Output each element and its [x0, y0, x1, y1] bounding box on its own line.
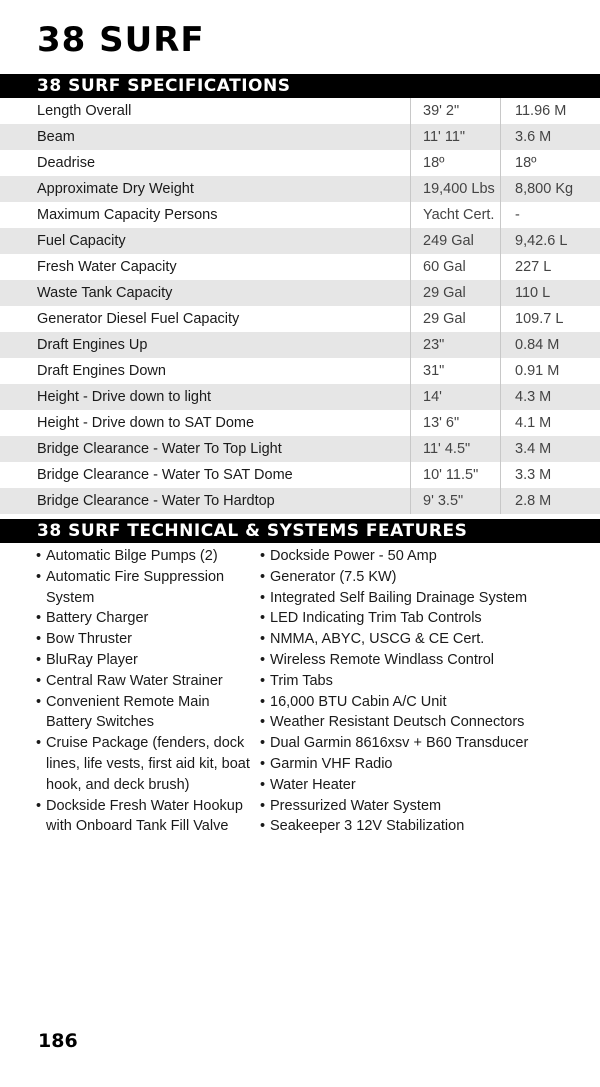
spec-row: [0, 176, 600, 202]
spec-name: Beam: [0, 124, 411, 150]
spec-imperial-value: 39' 2": [411, 98, 501, 124]
spec-imperial-value: 249 Gal: [411, 228, 501, 254]
spec-name: Draft Engines Down: [37, 363, 166, 379]
specifications-table-body: [0, 98, 600, 514]
spec-row: [0, 488, 600, 514]
bullet-icon: •: [260, 568, 266, 585]
features-list-left: [36, 546, 251, 837]
feature-item: [36, 692, 251, 734]
features-left-list: [36, 546, 251, 837]
spec-imperial-value: 18º: [411, 150, 501, 176]
spec-row: [0, 462, 600, 488]
spec-imperial-value: 29 Gal: [411, 306, 501, 332]
spec-metric-value: 3.3 M: [501, 462, 600, 488]
bullet-icon: •: [260, 672, 266, 689]
spec-row: [0, 202, 600, 228]
bullet-icon: •: [36, 735, 42, 752]
bullet-icon: •: [260, 548, 266, 564]
feature-item: [36, 796, 251, 838]
spec-imperial-value: 9' 3.5": [411, 488, 501, 514]
feature-item: [36, 608, 251, 629]
feature-item: [36, 629, 251, 650]
feature-item: [260, 816, 590, 837]
spec-metric-value: 0.84 M: [501, 332, 600, 358]
specifications-table: [0, 98, 600, 514]
feature-text: Pressurized Water System: [270, 797, 442, 814]
spec-name: Bridge Clearance - Water To SAT Dome: [37, 467, 293, 483]
spec-name: Bridge Clearance - Water To Top Light: [0, 436, 411, 462]
spec-metric-value: 0.91 M: [501, 358, 600, 384]
feature-text: NMMA, ABYC, USCG & CE Cert.: [270, 631, 485, 648]
feature-text: 16,000 BTU Cabin A/C Unit: [270, 693, 447, 710]
feature-item: [260, 733, 590, 754]
features-right-list: [260, 546, 590, 837]
bullet-icon: •: [260, 797, 266, 814]
feature-text: Water Heater: [270, 776, 356, 793]
feature-item: [260, 712, 590, 733]
spec-name: Draft Engines Up: [0, 332, 411, 358]
spec-metric-value: 18º: [501, 150, 600, 176]
bullet-icon: •: [260, 589, 266, 606]
spec-imperial-value: 13' 6": [411, 410, 501, 436]
bullet-icon: •: [36, 610, 42, 627]
spec-row: [0, 228, 600, 254]
spec-metric-value: 3.6 M: [501, 124, 600, 150]
bullet-icon: •: [260, 631, 266, 648]
bullet-icon: •: [260, 693, 266, 710]
feature-item: [260, 650, 590, 671]
spec-row: [0, 254, 600, 280]
bullet-icon: •: [36, 548, 42, 564]
spec-row: [0, 410, 600, 436]
spec-imperial-value: 23": [411, 332, 501, 358]
spec-name: Waste Tank Capacity: [0, 280, 411, 306]
spec-name: Fresh Water Capacity: [37, 259, 177, 275]
feature-item: [260, 671, 590, 692]
feature-text: Battery Charger: [46, 610, 149, 627]
feature-text: Wireless Remote Windlass Control: [270, 651, 495, 668]
feature-text: Convenient Remote Main Battery Switches: [46, 693, 210, 731]
spec-name: Approximate Dry Weight: [0, 176, 411, 202]
bullet-icon: •: [36, 797, 42, 814]
spec-imperial-value: 14': [411, 384, 501, 410]
feature-item: [260, 567, 590, 588]
feature-item: [260, 629, 590, 650]
spec-row: [0, 358, 600, 384]
spec-metric-value: 2.8 M: [501, 488, 600, 514]
feature-item: [36, 546, 251, 567]
feature-text: Dockside Power - 50 Amp: [270, 548, 437, 564]
feature-item: [36, 671, 251, 692]
spec-row: [0, 436, 600, 462]
spec-metric-value: 9,42.6 L: [501, 228, 600, 254]
spec-imperial-value: 19,400 Lbs: [411, 176, 501, 202]
spec-row: [0, 124, 600, 150]
spec-row: [0, 98, 600, 124]
spec-row: [0, 150, 600, 176]
spec-row: [0, 384, 600, 410]
spec-imperial-value: 10' 11.5": [411, 462, 501, 488]
feature-item: [36, 567, 251, 609]
feature-text: Weather Resistant Deutsch Connectors: [270, 714, 525, 731]
feature-item: [260, 588, 590, 609]
bullet-icon: •: [36, 651, 42, 668]
feature-item: [260, 692, 590, 713]
spec-name: Fuel Capacity: [0, 228, 411, 254]
bullet-icon: •: [260, 651, 266, 668]
feature-text: Bow Thruster: [46, 631, 132, 648]
spec-row: [0, 332, 600, 358]
bullet-icon: •: [260, 755, 266, 772]
spec-row: [0, 280, 600, 306]
spec-imperial-value: 31": [411, 358, 501, 384]
bullet-icon: •: [260, 714, 266, 731]
spec-name: Maximum Capacity Persons: [37, 207, 218, 223]
spec-imperial-value: 11' 11": [411, 124, 501, 150]
bullet-icon: •: [36, 568, 42, 585]
feature-item: [260, 608, 590, 629]
spec-name: Height - Drive down to light: [0, 384, 411, 410]
feature-text: Dockside Fresh Water Hookup with Onboard Tank Fill Valve: [46, 797, 243, 835]
spec-imperial-value: 60 Gal: [411, 254, 501, 280]
feature-text: Automatic Bilge Pumps (2): [46, 548, 218, 564]
spec-name: Height - Drive down to SAT Dome: [37, 415, 255, 431]
spec-name: Bridge Clearance - Water To Hardtop: [0, 488, 411, 514]
spec-metric-value: 3.4 M: [501, 436, 600, 462]
feature-item: [260, 546, 590, 567]
feature-text: LED Indicating Trim Tab Controls: [270, 610, 482, 627]
feature-item: [260, 754, 590, 775]
specifications-header: 38 SURF SPECIFICATIONS: [0, 74, 600, 98]
spec-metric-value: -: [501, 202, 600, 228]
features-list-right: [260, 546, 590, 837]
spec-metric-value: 110 L: [501, 280, 600, 306]
spec-name: Length Overall: [37, 103, 132, 119]
feature-text: Generator (7.5 KW): [270, 568, 397, 585]
spec-name: Deadrise: [37, 155, 96, 171]
spec-metric-value: 227 L: [501, 254, 600, 280]
bullet-icon: •: [36, 631, 42, 648]
spec-imperial-value: 11' 4.5": [411, 436, 501, 462]
feature-text: Dual Garmin 8616xsv + B60 Transducer: [270, 735, 529, 752]
feature-text: Central Raw Water Strainer: [46, 672, 223, 689]
spec-metric-value: 4.1 M: [501, 410, 600, 436]
bullet-icon: •: [260, 610, 266, 627]
bullet-icon: •: [260, 818, 266, 835]
feature-text: Integrated Self Bailing Drainage System: [270, 589, 528, 606]
page-number: 186: [38, 1030, 78, 1052]
page-title: 38 SURF: [37, 20, 205, 60]
spec-row: [0, 306, 600, 332]
feature-item: [260, 775, 590, 796]
spec-metric-value: 11.96 M: [501, 98, 600, 124]
feature-text: BluRay Player: [46, 651, 138, 668]
bullet-icon: •: [260, 735, 266, 752]
bullet-icon: •: [36, 672, 42, 689]
feature-text: Trim Tabs: [270, 672, 333, 689]
feature-text: Automatic Fire Suppression System: [46, 568, 225, 606]
spec-metric-value: 109.7 L: [501, 306, 600, 332]
feature-item: [36, 733, 251, 795]
bullet-icon: •: [36, 693, 42, 710]
spec-name: Generator Diesel Fuel Capacity: [37, 311, 240, 327]
feature-item: [260, 796, 590, 817]
feature-item: [36, 650, 251, 671]
spec-metric-value: 8,800 Kg: [501, 176, 600, 202]
feature-text: Garmin VHF Radio: [270, 755, 393, 772]
bullet-icon: •: [260, 776, 266, 793]
feature-text: Cruise Package (fenders, dock lines, life vests, first aid kit, boat hook, and deck brush): [46, 735, 250, 793]
feature-text: Seakeeper 3 12V Stabilization: [270, 818, 465, 835]
spec-metric-value: 4.3 M: [501, 384, 600, 410]
features-header: 38 SURF TECHNICAL & SYSTEMS FEATURES: [0, 519, 600, 543]
spec-imperial-value: 29 Gal: [411, 280, 501, 306]
spec-imperial-value: Yacht Cert.: [411, 202, 501, 228]
